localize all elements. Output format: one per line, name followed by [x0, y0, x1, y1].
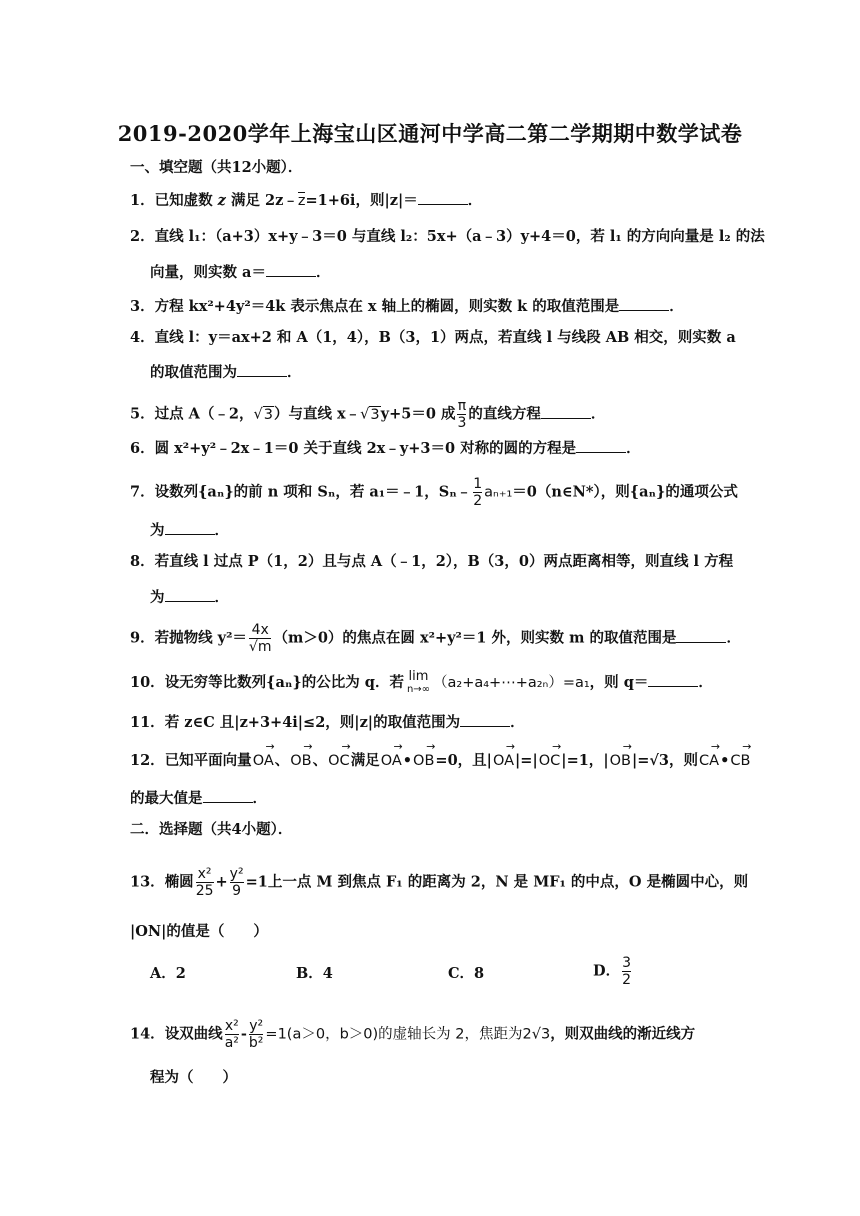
- question-8: 8．若直线 l 过点 P（1，2）且与点 A（﹣1，2），B（3，0）两点距离相等，则直线 l 方程: [130, 553, 734, 570]
- question-13-cont: |ON|的值是（ ）: [130, 923, 268, 940]
- answer-blank: [203, 788, 253, 803]
- choice-a[interactable]: A．2: [150, 965, 186, 982]
- question-1: 1．已知虚数 z 满足 2z﹣z=1+6i，则|z|＝ ．: [130, 192, 483, 209]
- answer-blank: [619, 296, 669, 311]
- question-4: 4．直线 l：y＝ax+2 和 A（1，4），B（3，1）两点，若直线 l 与线段 AB 相交，则实数 a: [130, 329, 736, 346]
- answer-blank: [266, 262, 316, 277]
- answer-blank: [165, 520, 215, 535]
- section-fill-blank: 一、填空题（共12小题）．: [130, 159, 303, 176]
- section-choice: 二．选择题（共4小题）．: [130, 821, 293, 838]
- answer-blank: [165, 587, 215, 602]
- answer-blank: [576, 438, 626, 453]
- question-12: 12．已知平面向量→ OA、→ OB、→ OC满足→ OA•→ OB=0，且|→ OA|=|→ OC|=1，|→ OB|=√3，则→ CA•→ CB: [130, 751, 740, 771]
- question-4-cont: 的取值范围为 ．: [150, 364, 302, 381]
- question-10: 10．设无穷等比数列{aₙ}的公比为 q．若 lim n→∞ （a₂+a₄+⋯+a₂ₙ）=a₁，则 q＝ ．: [130, 669, 713, 695]
- choice-d[interactable]: D． $\frac{3}{2}$: [593, 955, 631, 988]
- question-11: 11．若 z∈C 且|z+3+4i|≤2，则|z|的取值范围为 ．: [130, 714, 525, 731]
- question-2: 2．直线 l₁：（a+3）x+y﹣3＝0 与直线 l₂：5x+（a﹣3）y+4＝0，若 l₁ 的方向向量是 l₂ 的法: [130, 228, 765, 245]
- answer-blank: [676, 628, 726, 643]
- choice-b[interactable]: B．4: [296, 965, 333, 982]
- question-8-cont: 为 ．: [150, 589, 229, 606]
- question-13: 13．椭圆 $\frac{\text{x²}}{25}$ + $\frac{\text{y²}}{9}$ =1上一点 M 到焦点 F₁ 的距离为 2，N 是 MF₁ 的中点，O 是椭圆中心，则: [130, 866, 749, 899]
- question-3: 3．方程 kx²+4y²＝4k 表示焦点在 x 轴上的椭圆，则实数 k 的取值范围是 ．: [130, 298, 684, 315]
- question-9: 9．若抛物线 y²＝ $\frac{4x}{√m}$ （m＞0）的焦点在圆 x²+y²＝1 外，则实数 m 的取值范围是 ．: [130, 622, 741, 655]
- question-7-cont: 为 ．: [150, 522, 229, 539]
- page-title: 2019-2020学年上海宝山区通河中学高二第二学期期中数学试卷: [117, 121, 743, 146]
- answer-blank: [648, 672, 698, 687]
- question-5: 5．过点 A（﹣2，√3）与直线 x﹣√3y+5＝0 成 $\frac{\pi}{3}$ 的直线方程 ．: [130, 398, 606, 431]
- question-12-cont: 的最大值是 ．: [130, 790, 267, 807]
- answer-blank: [418, 190, 468, 205]
- question-7: 7．设数列{aₙ}的前 n 项和 Sₙ，若 a₁＝﹣1，Sₙ﹣ $\frac{1}{2}$ aₙ₊₁＝0（n∈N*），则{aₙ}的通项公式: [130, 476, 738, 509]
- answer-blank: [237, 362, 287, 377]
- answer-blank: [460, 712, 510, 727]
- question-6: 6．圆 x²+y²﹣2x﹣1＝0 关于直线 2x﹣y+3＝0 对称的圆的方程是 ．: [130, 440, 641, 457]
- question-2-cont: 向量，则实数 a＝ ．: [150, 264, 331, 281]
- answer-blank: [541, 404, 591, 419]
- question-14-cont: 程为（ ）: [150, 1069, 237, 1086]
- choice-c[interactable]: C．8: [448, 965, 485, 982]
- question-14: 14．设双曲线 $\frac{\text{x²}}{\text{a²}}$ - $\frac{\text{y²}}{\text{b²}}$ =1(a＞0，b＞0)的虚轴长为 2，焦距为2√3，则双曲线的渐近线方: [130, 1018, 696, 1051]
